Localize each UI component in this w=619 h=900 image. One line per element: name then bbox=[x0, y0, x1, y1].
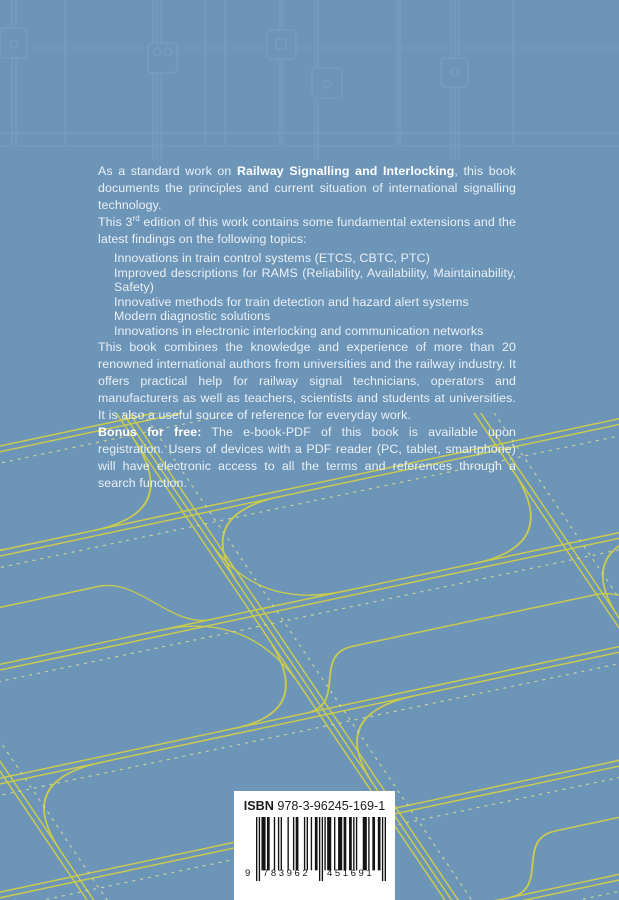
blurb-intro-pre: As a standard work on bbox=[98, 164, 237, 178]
topic-item: Innovations in train control systems (ETCS, CBTC, PTC) bbox=[114, 251, 430, 265]
edition-pre: This 3 bbox=[98, 215, 133, 229]
blurb-paragraph-bonus bbox=[98, 424, 516, 492]
back-cover-blurb bbox=[98, 163, 516, 492]
topic-item: Modern diagnostic solutions bbox=[114, 309, 271, 324]
edition-ordinal-superscript: rd bbox=[132, 213, 140, 223]
barcode-digit-group1: 783962 bbox=[263, 868, 311, 879]
ean13-barcode bbox=[245, 817, 386, 883]
bonus-post: The e-book-PDF of this book is available upon registration. Users of devices with a PDF reader (PC, tablet, smartphone) will have electronic access to all the terms and references through a search function. bbox=[98, 424, 516, 490]
blurb-paragraph-intro bbox=[98, 163, 516, 214]
isbn-text-line bbox=[234, 799, 395, 813]
topics-list bbox=[98, 251, 516, 339]
bonus-lead-bold: Bonus for free: bbox=[98, 424, 202, 439]
edition-post: edition of this work contains some fundamental extensions and the latest findings on the following topics: bbox=[98, 215, 516, 246]
isbn-number: 978-3-96245-169-1 bbox=[277, 799, 386, 813]
isbn-barcode-panel bbox=[234, 791, 395, 900]
barcode-digit-group2: 451691 bbox=[327, 868, 375, 879]
isbn-label: ISBN bbox=[243, 799, 274, 813]
book-title-bold: Railway Signalling and Interlocking bbox=[236, 164, 455, 178]
signal-diagram-graphic bbox=[0, 0, 619, 160]
blurb-paragraph-edition bbox=[98, 214, 516, 248]
blurb-intro-post: , this book documents the principles and current situation of international signalling technology. bbox=[98, 164, 516, 212]
topic-item: Improved descriptions for RAMS (Reliability, Availability, Maintainability, Safety) bbox=[114, 265, 516, 295]
topic-item: Innovative methods for train detection and hazard alert systems bbox=[114, 294, 469, 309]
topic-item: Innovations in electronic interlocking and communication networks bbox=[114, 323, 484, 338]
blurb-paragraph-authors: This book combines the knowledge and experience of more than 20 renowned international authors from universities and the railway industry. It offers practical help for railway signal technicians, operators and manufacturers as well as teachers, scientists and students at universities. It is also a useful source of reference for everyday work. bbox=[98, 339, 516, 422]
barcode-digit-lead: 9 bbox=[245, 868, 253, 879]
